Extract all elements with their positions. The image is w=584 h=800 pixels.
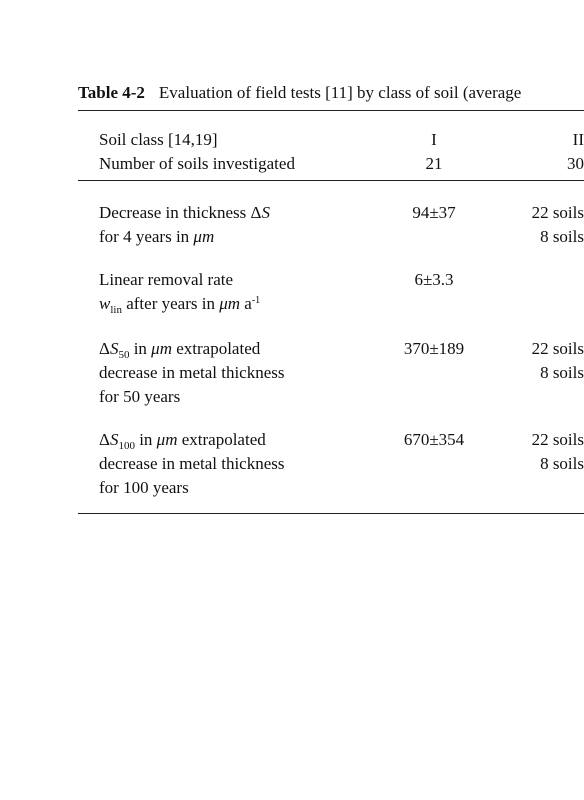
row-50y-class-ii-a: 22 soils [531, 339, 584, 358]
row-50y-label-line1: $\Delta S_{50}$ in μm extrapolated [99, 339, 261, 361]
row-removal-label-line2: $w_{lin}$ after years in μm $a^{-1}$ [99, 294, 261, 316]
table-number: Table 4-2 [78, 83, 145, 102]
header-number-ii: 30 [567, 154, 584, 173]
table-caption [78, 83, 584, 103]
row-100y-label-line3: for 100 years [99, 478, 189, 497]
row-100y-label-line1: $\Delta S_{100}$ in μm extrapolated [99, 430, 266, 452]
row-50y-label-line2: decrease in metal thickness [99, 363, 285, 382]
header-soil-class-label: Soil class [14,19] [99, 130, 218, 149]
row-thickness-class-ii-a: 22 soils [531, 203, 584, 222]
header-class-i: I [431, 130, 437, 149]
header-number-label: Number of soils investigated [99, 154, 295, 173]
row-thickness-class-ii-b: 8 soils [540, 227, 584, 246]
row-50y-class-i: 370±189 [403, 339, 465, 358]
header-class-ii: II [572, 130, 584, 149]
row-100y-class-ii-b: 8 soils [540, 454, 584, 473]
row-thickness-label-line1: Decrease in thickness ΔS [99, 203, 270, 222]
row-thickness-class-i: 94±37 [412, 203, 456, 222]
row-thickness-label-line2: for 4 years in μm [99, 227, 215, 246]
row-100y-label-line2: decrease in metal thickness [99, 454, 285, 473]
header-rule [78, 180, 584, 181]
row-removal-class-i: 6±3.3 [414, 270, 454, 289]
row-100y-class-i: 670±354 [403, 430, 465, 449]
bottom-rule [78, 513, 584, 514]
row-removal-label-line1: Linear removal rate [99, 270, 234, 289]
header-number-i: 21 [425, 154, 443, 173]
table-title: Evaluation of field tests [11] by class of soil (average [158, 83, 522, 102]
row-100y-class-ii-a: 22 soils [531, 430, 584, 449]
row-50y-label-line3: for 50 years [99, 387, 181, 406]
row-50y-class-ii-b: 8 soils [540, 363, 584, 382]
top-rule [78, 110, 584, 111]
